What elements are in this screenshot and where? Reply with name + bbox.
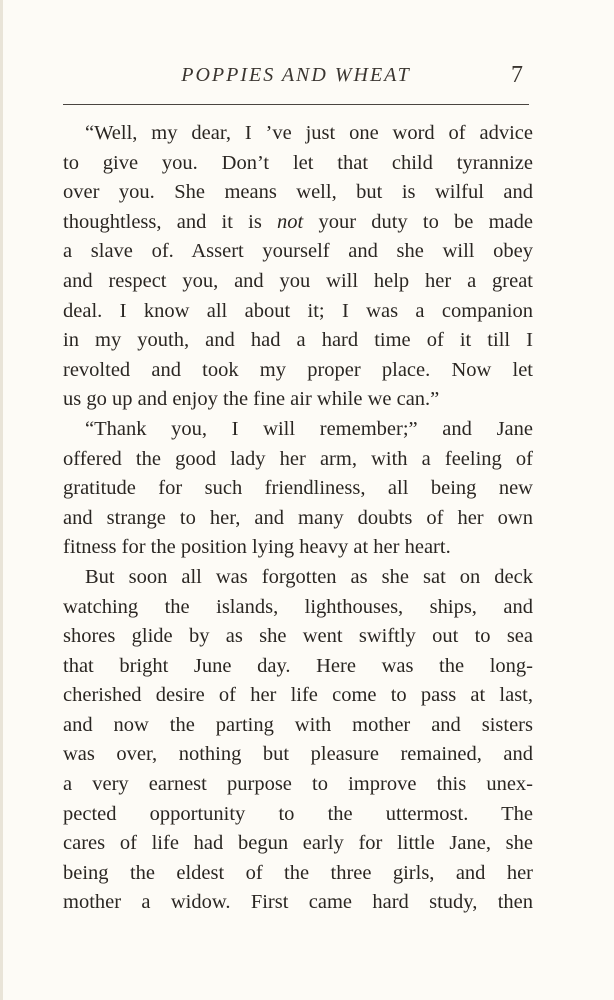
running-title: POPPIES AND WHEAT (181, 64, 411, 86)
text-line: thoughtless, and it is not your duty to be made (63, 210, 533, 233)
text-line: cherished desire of her life come to pass at last, (63, 684, 533, 707)
text-line: But soon all was forgotten as she sat on deck (85, 565, 533, 588)
emphasized-word: not (277, 210, 304, 233)
text-line: to give you. Don’t let that child tyrannize (63, 151, 533, 174)
text-line: being the eldest of the three girls, and her (63, 861, 533, 884)
text-line: deal. I know all about it; I was a companion (63, 299, 533, 322)
text-line: fitness for the position lying heavy at her heart. (63, 536, 451, 559)
text-line: that bright June day. Here was the long- (63, 654, 533, 677)
header-rule (63, 104, 529, 105)
text-line: a very earnest purpose to improve this unex- (63, 773, 533, 796)
running-head (63, 64, 529, 94)
text-line: offered the good lady her arm, with a feeling of (63, 447, 533, 470)
text-line: watching the islands, lighthouses, ships, and (63, 595, 533, 618)
text-line: revolted and took my proper place. Now let (63, 358, 533, 381)
text-line: and strange to her, and many doubts of her own (63, 506, 533, 529)
text-line: shores glide by as she went swiftly out to sea (63, 625, 533, 648)
text-line: “Well, my dear, I ’ve just one word of advice (85, 122, 533, 144)
text-line: mother a widow. First came hard study, then (63, 891, 533, 914)
page-number: 7 (511, 62, 523, 88)
text-line: us go up and enjoy the fine air while we can.” (63, 388, 440, 411)
text-line: was over, nothing but pleasure remained, and (63, 743, 533, 766)
text-line: over you. She means well, but is wilful and (63, 181, 533, 204)
text-line: cares of life had begun early for little Jane, she (63, 832, 533, 855)
text-line: and respect you, and you will help her a great (63, 269, 533, 292)
text-line: “Thank you, I will remember;” and Jane (85, 417, 533, 440)
text-line: and now the parting with mother and sisters (63, 713, 533, 736)
text-line: in my youth, and had a hard time of it till I (63, 329, 533, 352)
text-line: gratitude for such friendliness, all being new (63, 477, 533, 500)
body-text (63, 119, 533, 918)
text-line: a slave of. Assert yourself and she will obey (63, 240, 533, 263)
text-line: pected opportunity to the uttermost. The (63, 802, 533, 825)
